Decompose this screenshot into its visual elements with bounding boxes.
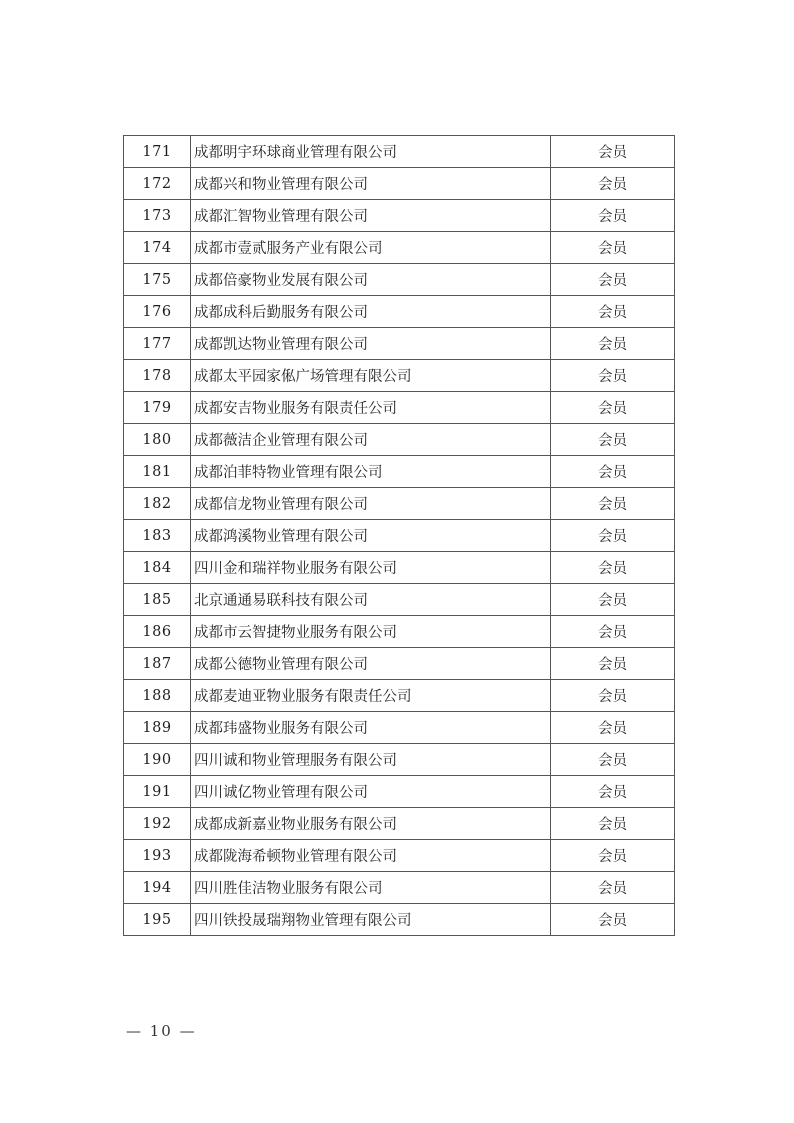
table-row [124,424,675,456]
member-status-cell: 会员 [551,808,675,840]
company-name-cell: 成都明宇环球商业管理有限公司 [191,136,551,168]
table-row [124,488,675,520]
member-status-cell: 会员 [551,136,675,168]
row-number-cell: 192 [124,808,191,840]
member-status-cell: 会员 [551,520,675,552]
company-name-cell: 四川胜佳洁物业服务有限公司 [191,872,551,904]
table-row [124,616,675,648]
company-name-cell: 成都倍豪物业发展有限公司 [191,264,551,296]
row-number-cell: 171 [124,136,191,168]
table-row [124,904,675,936]
table-row [124,648,675,680]
member-status-cell: 会员 [551,648,675,680]
row-number-cell: 177 [124,328,191,360]
row-number-cell: 182 [124,488,191,520]
row-number-cell: 173 [124,200,191,232]
company-name-cell: 成都薇洁企业管理有限公司 [191,424,551,456]
member-status-cell: 会员 [551,360,675,392]
member-status-cell: 会员 [551,456,675,488]
table-row [124,712,675,744]
company-name-cell: 成都成新嘉业物业服务有限公司 [191,808,551,840]
member-status-cell: 会员 [551,680,675,712]
company-name-cell: 成都太平园家俬广场管理有限公司 [191,360,551,392]
member-status-cell: 会员 [551,776,675,808]
table-row [124,360,675,392]
company-name-cell: 四川诚和物业管理服务有限公司 [191,744,551,776]
row-number-cell: 195 [124,904,191,936]
table-row [124,392,675,424]
member-status-cell: 会员 [551,552,675,584]
page-number: — 10 — [126,1022,197,1040]
row-number-cell: 185 [124,584,191,616]
company-name-cell: 成都泊菲特物业管理有限公司 [191,456,551,488]
row-number-cell: 178 [124,360,191,392]
table-row [124,520,675,552]
row-number-cell: 190 [124,744,191,776]
table-row [124,840,675,872]
table-row [124,456,675,488]
member-status-cell: 会员 [551,328,675,360]
table-row [124,200,675,232]
row-number-cell: 193 [124,840,191,872]
company-name-cell: 成都兴和物业管理有限公司 [191,168,551,200]
member-status-cell: 会员 [551,264,675,296]
company-name-cell: 四川金和瑞祥物业服务有限公司 [191,552,551,584]
row-number-cell: 174 [124,232,191,264]
member-status-cell: 会员 [551,872,675,904]
table-row [124,328,675,360]
company-name-cell: 成都市壹贰服务产业有限公司 [191,232,551,264]
company-name-cell: 成都成科后勤服务有限公司 [191,296,551,328]
company-name-cell: 北京通通易联科技有限公司 [191,584,551,616]
member-status-cell: 会员 [551,616,675,648]
row-number-cell: 184 [124,552,191,584]
table-row [124,776,675,808]
member-status-cell: 会员 [551,392,675,424]
member-table [123,135,675,936]
member-status-cell: 会员 [551,168,675,200]
row-number-cell: 188 [124,680,191,712]
table-row [124,744,675,776]
row-number-cell: 191 [124,776,191,808]
table-row [124,680,675,712]
row-number-cell: 181 [124,456,191,488]
member-status-cell: 会员 [551,840,675,872]
row-number-cell: 183 [124,520,191,552]
row-number-cell: 176 [124,296,191,328]
company-name-cell: 成都陇海希顿物业管理有限公司 [191,840,551,872]
company-name-cell: 成都鸿溪物业管理有限公司 [191,520,551,552]
row-number-cell: 180 [124,424,191,456]
row-number-cell: 194 [124,872,191,904]
company-name-cell: 成都麦迪亚物业服务有限责任公司 [191,680,551,712]
row-number-cell: 172 [124,168,191,200]
company-name-cell: 成都公德物业管理有限公司 [191,648,551,680]
table-row [124,232,675,264]
member-status-cell: 会员 [551,488,675,520]
member-status-cell: 会员 [551,200,675,232]
row-number-cell: 186 [124,616,191,648]
table-row [124,168,675,200]
member-status-cell: 会员 [551,296,675,328]
member-table-body [124,136,675,936]
member-status-cell: 会员 [551,232,675,264]
member-status-cell: 会员 [551,904,675,936]
member-status-cell: 会员 [551,712,675,744]
row-number-cell: 187 [124,648,191,680]
company-name-cell: 成都汇智物业管理有限公司 [191,200,551,232]
company-name-cell: 成都玮盛物业服务有限公司 [191,712,551,744]
member-status-cell: 会员 [551,744,675,776]
table-row [124,136,675,168]
table-row [124,584,675,616]
row-number-cell: 189 [124,712,191,744]
row-number-cell: 175 [124,264,191,296]
company-name-cell: 成都凯达物业管理有限公司 [191,328,551,360]
table-row [124,872,675,904]
member-status-cell: 会员 [551,424,675,456]
member-status-cell: 会员 [551,584,675,616]
company-name-cell: 成都市云智捷物业服务有限公司 [191,616,551,648]
row-number-cell: 179 [124,392,191,424]
company-name-cell: 成都信龙物业管理有限公司 [191,488,551,520]
table-row [124,264,675,296]
table-row [124,296,675,328]
company-name-cell: 四川诚亿物业管理有限公司 [191,776,551,808]
table-row [124,552,675,584]
table-row [124,808,675,840]
company-name-cell: 四川铁投晟瑞翔物业管理有限公司 [191,904,551,936]
company-name-cell: 成都安吉物业服务有限责任公司 [191,392,551,424]
